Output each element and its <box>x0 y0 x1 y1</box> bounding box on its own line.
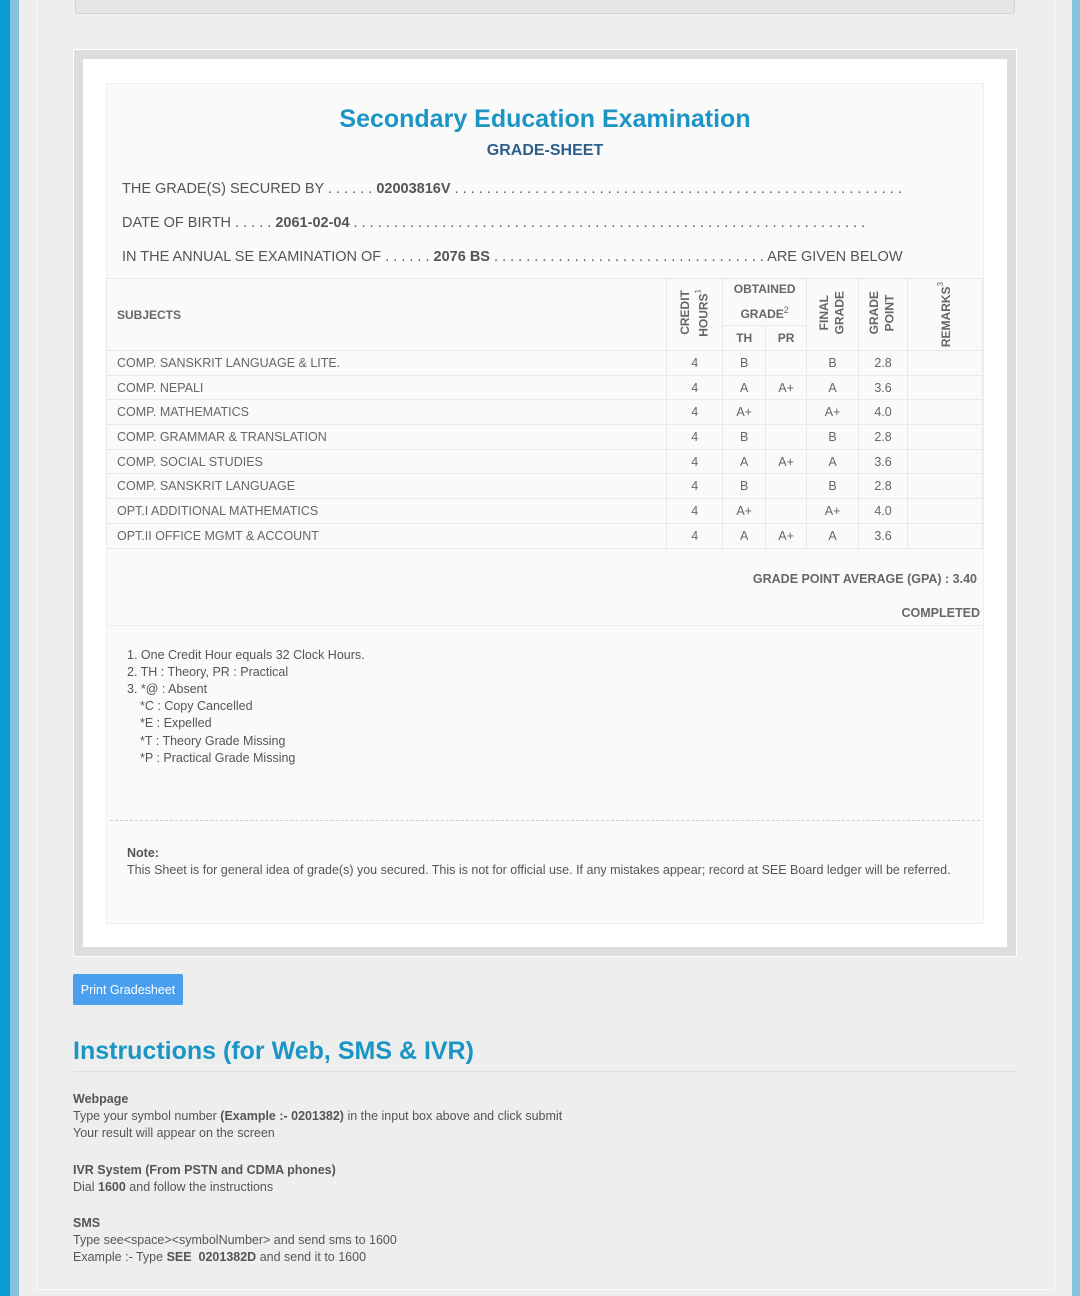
right-accent-bar <box>1072 0 1080 1296</box>
grade-point-cell: 2.8 <box>859 351 908 376</box>
subject-cell: COMP. NEPALI <box>107 375 667 400</box>
credit-cell: 4 <box>667 400 723 425</box>
remarks-cell <box>908 449 983 474</box>
final-grade-cell: A <box>807 523 859 548</box>
credit-cell: 4 <box>667 425 723 450</box>
table-row <box>107 449 983 474</box>
grade-point-cell: 4.0 <box>859 400 908 425</box>
remarks-cell <box>908 474 983 499</box>
grade-point-cell: 2.8 <box>859 425 908 450</box>
footnotes <box>107 626 983 788</box>
instructions-section <box>73 1037 1017 1267</box>
gpa-value: GRADE POINT AVERAGE (GPA) : 3.40 <box>752 571 977 586</box>
table-row <box>107 425 983 450</box>
subject-cell: COMP. SANSKRIT LANGUAGE <box>107 474 667 499</box>
table-row <box>107 351 983 376</box>
header-remarks: REMARKS$^3$ <box>908 279 983 351</box>
note-text: This Sheet is for general idea of grade(s) you secured. This is not for official use. If any mistakes appear; record at SEE Board ledger will be referred. <box>127 863 951 878</box>
grades-table <box>106 278 983 549</box>
footnote: 3. *@ : Absent <box>127 681 208 696</box>
footnote: *E : Expelled <box>140 716 212 731</box>
header-credit-hours: CREDIT HOURS$^1$ <box>667 279 723 351</box>
status-badge: COMPLETED <box>107 606 983 626</box>
remarks-cell <box>908 499 983 524</box>
header-subjects: SUBJECTS <box>107 279 667 351</box>
pr-grade-cell: A+ <box>766 523 807 548</box>
dob-value: 2061-02-04 <box>275 215 350 231</box>
credit-cell: 4 <box>667 351 723 376</box>
gradesheet-panel <box>106 83 984 924</box>
exam-line: IN THE ANNUAL SE EXAMINATION OF . . . . . . 2076 BS . . . . . . . . . . . . . . . . . . . . . . . . . . . . . . . . . . ARE GIVEN BELOW <box>122 249 903 265</box>
th-grade-cell: A <box>723 523 766 548</box>
left-accent-bar-light <box>10 0 19 1296</box>
note-section <box>107 821 983 903</box>
footnote: *C : Copy Cancelled <box>140 699 253 714</box>
instructions-title: Instructions (for Web, SMS & IVR) <box>73 1037 1017 1072</box>
header-th: TH <box>723 326 766 351</box>
search-form-box <box>75 0 1015 14</box>
final-grade-cell: A <box>807 375 859 400</box>
grade-point-cell: 2.8 <box>859 474 908 499</box>
symbol-number: 02003816V <box>376 181 451 197</box>
th-grade-cell: A <box>723 375 766 400</box>
pr-grade-cell: A+ <box>766 375 807 400</box>
grade-point-cell: 3.6 <box>859 449 908 474</box>
final-grade-cell: A+ <box>807 400 859 425</box>
final-grade-cell: B <box>807 425 859 450</box>
gradesheet-subtitle: GRADE-SHEET <box>486 142 604 159</box>
exam-title: Secondary Education Examination <box>339 105 751 133</box>
credit-cell: 4 <box>667 499 723 524</box>
th-grade-cell: A+ <box>723 400 766 425</box>
remarks-cell <box>908 523 983 548</box>
table-row <box>107 499 983 524</box>
pr-grade-cell <box>766 499 807 524</box>
header-obtained-grade: OBTAINED GRADE$^2$ <box>723 279 807 326</box>
subject-cell: OPT.II OFFICE MGMT & ACCOUNT <box>107 523 667 548</box>
credit-cell: 4 <box>667 449 723 474</box>
th-grade-cell: A+ <box>723 499 766 524</box>
credit-cell: 4 <box>667 474 723 499</box>
pr-grade-cell <box>766 425 807 450</box>
header-pr: PR <box>766 326 807 351</box>
grade-point-cell: 3.6 <box>859 523 908 548</box>
final-grade-cell: B <box>807 474 859 499</box>
gradesheet-frame <box>73 49 1017 957</box>
final-grade-cell: A <box>807 449 859 474</box>
subject-cell: OPT.I ADDITIONAL MATHEMATICS <box>107 499 667 524</box>
credit-cell: 4 <box>667 375 723 400</box>
footnote: 1. One Credit Hour equals 32 Clock Hours. <box>127 647 365 662</box>
th-grade-cell: B <box>723 425 766 450</box>
note-label: Note: <box>127 845 159 860</box>
footnote: *T : Theory Grade Missing <box>140 733 286 748</box>
final-grade-cell: B <box>807 351 859 376</box>
pr-grade-cell <box>766 474 807 499</box>
subject-cell: COMP. MATHEMATICS <box>107 400 667 425</box>
webpage-instructions: Webpage Type your symbol number (Example :- 0201382) in the input box above and click submit Your result will appear on the screen <box>73 1092 563 1141</box>
th-grade-cell: B <box>723 474 766 499</box>
print-gradesheet-button[interactable]: Print Gradesheet <box>73 974 183 1005</box>
table-row <box>107 400 983 425</box>
dob-line: DATE OF BIRTH . . . . . 2061-02-04 . . . . . . . . . . . . . . . . . . . . . . . . . . . . . . . . . . . . . . . . . . . . . . . . . . . . . . . . . . . . . . . . <box>122 215 866 231</box>
credit-cell: 4 <box>667 523 723 548</box>
secured-by-line: THE GRADE(S) SECURED BY . . . . . . 02003816V . . . . . . . . . . . . . . . . . . . . . . . . . . . . . . . . . . . . . . . . . . . . . . . . . . . . . . . . <box>122 181 902 197</box>
header-final-grade: FINAL GRADE <box>807 279 859 351</box>
table-row <box>107 523 983 548</box>
sms-instructions: SMS Type see<space><symbolNumber> and send sms to 1600 Example :- Type SEE 0201382D and send it to 1600 <box>73 1216 397 1265</box>
pr-grade-cell: A+ <box>766 449 807 474</box>
footnote: *P : Practical Grade Missing <box>140 750 296 765</box>
footnote: 2. TH : Theory, PR : Practical <box>127 664 289 679</box>
grade-point-cell: 3.6 <box>859 375 908 400</box>
subject-cell: COMP. SOCIAL STUDIES <box>107 449 667 474</box>
subject-cell: COMP. SANSKRIT LANGUAGE & LITE. <box>107 351 667 376</box>
left-accent-bar <box>0 0 10 1296</box>
pr-grade-cell <box>766 400 807 425</box>
table-row <box>107 375 983 400</box>
pr-grade-cell <box>766 351 807 376</box>
subject-cell: COMP. GRAMMAR & TRANSLATION <box>107 425 667 450</box>
header-grade-point: GRADE POINT <box>859 279 908 351</box>
th-grade-cell: A <box>723 449 766 474</box>
remarks-cell <box>908 425 983 450</box>
remarks-cell <box>908 375 983 400</box>
table-row <box>107 474 983 499</box>
exam-year: 2076 BS <box>433 249 490 265</box>
remarks-cell <box>908 351 983 376</box>
grade-point-cell: 4.0 <box>859 499 908 524</box>
remarks-cell <box>908 400 983 425</box>
th-grade-cell: B <box>723 351 766 376</box>
final-grade-cell: A+ <box>807 499 859 524</box>
ivr-instructions: IVR System (From PSTN and CDMA phones) Dial 1600 and follow the instructions <box>73 1162 336 1194</box>
